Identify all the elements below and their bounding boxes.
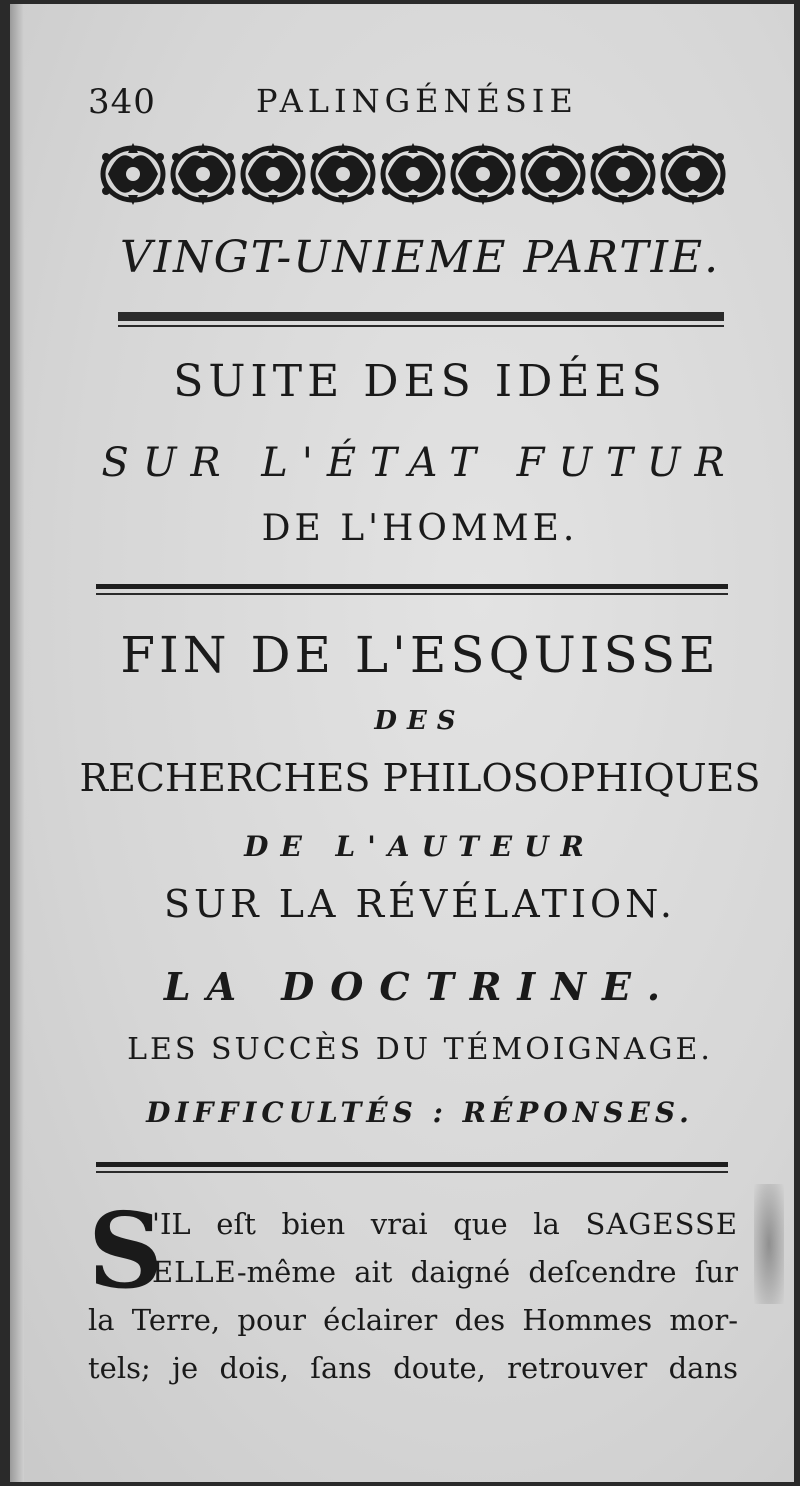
divider-rule [96, 1162, 728, 1173]
divider-rule [118, 312, 724, 327]
fin-line-succes: LES SUCCÈS DU TÉMOIGNAGE. [127, 1032, 713, 1067]
body-text-smallcaps: ELLE [152, 1255, 237, 1289]
fin-line-doctrine: LA DOCTRINE. [163, 964, 677, 1009]
body-text-run: 'IL eſt bien vrai que la [152, 1207, 586, 1241]
body-text-smallcaps: SAGESSE [585, 1207, 738, 1241]
body-line: la Terre, pour éclairer des Hommes mor- [88, 1303, 738, 1337]
page-stain [754, 1184, 784, 1304]
section-title-line-2: SUR L'ÉTAT FUTUR [101, 440, 739, 486]
fleuron-band-icon [98, 137, 728, 211]
fin-line-des: DES [374, 706, 466, 736]
part-title: VINGT-UNIEME PARTIE. [119, 232, 721, 283]
body-line: tels; je dois, ſans doute, retrouver dans [88, 1351, 738, 1385]
fin-line-revelation: SUR LA RÉVÉLATION. [163, 882, 677, 926]
fin-title: FIN DE L'ESQUISSE [120, 626, 720, 684]
running-head: PALINGÉNÉSIE [256, 82, 578, 120]
page-header [88, 82, 728, 132]
book-page [10, 4, 794, 1482]
section-title-line-1: SUITE DES IDÉES [173, 356, 667, 407]
page-number: 340 [88, 82, 156, 122]
fin-line-difficultes: DIFFICULTÉS : RÉPONSES. [146, 1096, 694, 1129]
divider-rule [96, 584, 728, 595]
body-text-run: -même ait daigné deſcendre ſur [236, 1255, 738, 1289]
drop-cap: S [88, 1189, 164, 1312]
page-gutter-shadow [10, 4, 24, 1482]
fin-line-recherches: RECHERCHES PHILOSOPHIQUES [79, 756, 761, 800]
fin-line-auteur: DE L'AUTEUR [244, 830, 596, 863]
section-title-line-3: DE L'HOMME. [261, 508, 579, 549]
body-line [88, 1248, 738, 1296]
body-paragraph [88, 1189, 738, 1392]
body-line [88, 1200, 738, 1248]
